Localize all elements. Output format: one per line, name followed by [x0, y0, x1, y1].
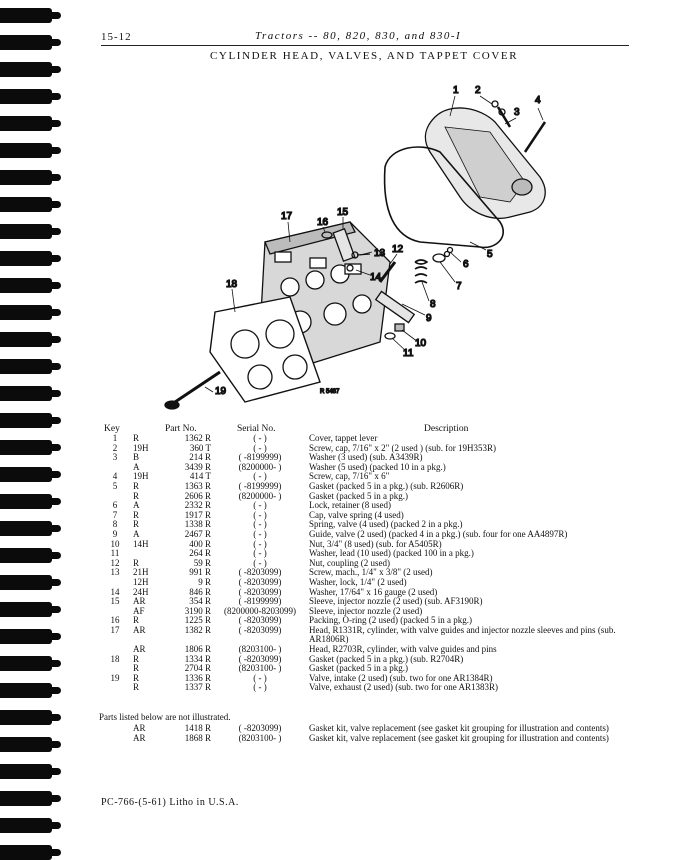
cell-pre: AR [133, 723, 146, 733]
svg-text:15: 15 [337, 207, 349, 218]
cell-desc: Washer, lock, 1/4" (2 used) [309, 576, 407, 587]
cell-pre: B [133, 452, 140, 463]
cell-key: 16 [110, 615, 120, 626]
cell-desc: Head, R2703R, cylinder, with valve guides and pins [309, 644, 497, 655]
cell-sn: ( - ) [253, 682, 267, 693]
binding-tooth [0, 764, 52, 779]
cell-sn: ( -8203099) [238, 615, 282, 626]
cell-pre: AR [133, 596, 146, 607]
svg-text:4: 4 [535, 95, 541, 106]
cell-pre: A [133, 500, 140, 511]
svg-text:19: 19 [215, 386, 227, 397]
cell-key [99, 683, 131, 693]
cell-sn: (8203100- ) [238, 732, 282, 743]
cell-sn: ( - ) [253, 442, 267, 453]
footer-code: PC-766-(5-61) Litho in U.S.A. [101, 797, 239, 808]
cell-sn: ( - ) [253, 548, 267, 559]
cell-key: 1 [112, 433, 118, 443]
cell-desc: Nut, coupling (2 used) [309, 557, 390, 568]
cell-pre: R [133, 615, 140, 626]
exploded-parts-diagram [150, 82, 630, 417]
binding-tooth [0, 737, 52, 752]
binding-tooth [0, 251, 52, 266]
cell-pre: 19H [133, 442, 149, 453]
binding-tooth [0, 116, 52, 131]
binding-tooth [0, 494, 52, 509]
cell-pre: R [133, 480, 140, 491]
svg-text:14: 14 [370, 272, 382, 283]
svg-text:9: 9 [426, 313, 432, 324]
binding-tooth [0, 818, 52, 833]
cell-pre: A [133, 528, 140, 539]
cell-desc: Gasket (packed 5 in a pkg.) [309, 490, 408, 501]
svg-text:11: 11 [403, 348, 414, 359]
binding-tooth [0, 359, 52, 374]
cell-pre: AF [133, 605, 145, 616]
parts-table [99, 434, 631, 693]
cell-key: 3 [112, 452, 118, 463]
cell-sn: (8200000- ) [238, 490, 282, 501]
page-number: 15-12 [101, 31, 132, 43]
comb-binding [0, 0, 62, 855]
cell-pn: 1917 R [184, 509, 211, 520]
binding-tooth [0, 629, 52, 644]
svg-text:13: 13 [374, 248, 386, 259]
page-title: CYLINDER HEAD, VALVES, AND TAPPET COVER [210, 50, 519, 62]
cell-desc: Sleeve, injector nozzle (2 used) [309, 605, 423, 616]
cell-pn: 9 R [198, 576, 211, 587]
cell-pn: 991 R [189, 567, 211, 578]
cell-key: 10 [110, 538, 120, 549]
binding-tooth [0, 575, 52, 590]
binding-tooth [0, 710, 52, 725]
binding-tooth [0, 35, 52, 50]
cell-desc: Washer (5 used) (packed 10 in a pkg.) [309, 461, 446, 472]
cell-pn: 1363 R [184, 480, 211, 491]
cell-pn: 3439 R [184, 461, 211, 472]
cell-pre: R [133, 433, 140, 443]
table-row [99, 683, 631, 693]
cell-pre: R [133, 653, 140, 664]
cell-sn: ( -8199999) [238, 596, 282, 607]
cell-pn: 3190 R [184, 605, 211, 616]
binding-tooth [0, 197, 52, 212]
cell-key: 11 [110, 548, 120, 559]
col-description: Description [424, 424, 469, 434]
cell-pn: 1868 R [184, 732, 211, 743]
cell-desc: Gasket (packed 5 in a pkg.) [309, 663, 408, 674]
svg-text:7: 7 [456, 281, 462, 292]
cell-key: 19 [110, 672, 120, 683]
cell-key: 12 [110, 557, 120, 568]
cell-pre: 19H [133, 471, 149, 482]
cell-pre: AR [133, 732, 146, 743]
col-key: Key [104, 424, 120, 434]
cell-sn: ( -8199999) [238, 452, 282, 463]
cell-pn: 354 R [189, 596, 211, 607]
cell-sn: ( - ) [253, 672, 267, 683]
cell-pre: 21H [133, 567, 149, 578]
cell-desc: Nut, 3/4" (8 used) (sub. for A5405R) [309, 538, 442, 549]
cell-pn: 2467 R [184, 528, 211, 539]
binding-tooth [0, 440, 52, 455]
svg-text:2: 2 [475, 85, 481, 96]
cell-pn: 360 T [189, 442, 211, 453]
binding-tooth [0, 143, 52, 158]
binding-tooth [0, 791, 52, 806]
binding-tooth [0, 845, 52, 860]
cell-pre: 14H [133, 538, 149, 549]
cell-key: 15 [110, 596, 120, 607]
cell-sn: ( -8203099) [238, 567, 282, 578]
tappet-cover-illustration [425, 108, 545, 218]
cell-pn: 1338 R [184, 519, 211, 530]
table-row [99, 626, 631, 645]
running-head: Tractors -- 80, 820, 830, and 830-I [255, 30, 462, 42]
binding-tooth [0, 89, 52, 104]
cell-sn: (8200000- ) [238, 461, 282, 472]
svg-text:12: 12 [392, 244, 404, 255]
binding-tooth [0, 8, 52, 23]
cell-key: 7 [112, 509, 118, 520]
cell-desc: Screw, cap, 7/16" x 2" (2 used ) (sub. for 19H353R) [309, 442, 496, 453]
cell-pre: R [133, 509, 140, 520]
cell-desc: Guide, valve (2 used) (packed 4 in a pkg.) (sub. four for one AA4897R) [309, 528, 568, 539]
binding-tooth [0, 413, 52, 428]
cell-pre: R [133, 490, 140, 501]
cell-pn: 214 R [189, 452, 211, 463]
cell-key: 6 [112, 500, 118, 511]
binding-tooth [0, 521, 52, 536]
cell-desc: Packing, O-ring (2 used) (packed 5 in a pkg.) [309, 615, 472, 626]
cell-desc: Washer, 17/64" x 16 gauge (2 used) [309, 586, 438, 597]
table-row [99, 734, 631, 744]
cell-sn: ( - ) [253, 433, 267, 443]
cell-pre: 12H [133, 576, 149, 587]
cell-pn: 846 R [189, 586, 211, 597]
header-rule [101, 45, 629, 46]
not-illustrated-table [99, 724, 631, 743]
cell-desc: Lock, retainer (8 used) [309, 500, 391, 511]
binding-tooth [0, 602, 52, 617]
cell-pre: R [133, 663, 140, 674]
cell-key: 9 [112, 528, 118, 539]
binding-tooth [0, 278, 52, 293]
cell-pn: 1806 R [184, 644, 211, 655]
cell-desc: Sleeve, injector nozzle (2 used) (sub. AF3190R) [309, 596, 483, 607]
cell-sn: ( - ) [253, 519, 267, 530]
cell-sn: ( -8203099) [238, 653, 282, 664]
svg-text:8: 8 [430, 299, 436, 310]
not-illustrated-heading: Parts listed below are not illustrated. [99, 712, 231, 722]
cell-pn: 1362 R [184, 433, 211, 443]
cell-pn: 1337 R [184, 682, 211, 693]
cell-sn: ( - ) [253, 500, 267, 511]
cell-key: 5 [112, 480, 118, 491]
binding-tooth [0, 62, 52, 77]
cell-desc: Gasket kit, valve replacement (see gasket kit grouping for illustration and contents) [309, 723, 609, 733]
cell-desc: Screw, mach., 1/4" x 3/8" (2 used) [309, 567, 433, 578]
cell-pre: R [133, 682, 140, 693]
cell-key [99, 734, 131, 744]
cell-sn: ( - ) [253, 528, 267, 539]
cell-desc: Gasket (packed 5 in a pkg.) (sub. R2704R) [309, 653, 464, 664]
cell-desc: Screw, cap, 7/16" x 6" [309, 471, 390, 482]
cell-sn: ( -8203099) [238, 576, 282, 587]
svg-text:16: 16 [317, 217, 329, 228]
cell-sn: (8203100- ) [238, 644, 282, 655]
svg-text:10: 10 [415, 338, 427, 349]
binding-tooth [0, 656, 52, 671]
cell-desc: Cover, tappet lever [309, 433, 378, 443]
cell-desc: Gasket (packed 5 in a pkg.) (sub. R2606R) [309, 480, 464, 491]
cell-key: 2 [112, 442, 118, 453]
cell-desc: Head, R1331R, cylinder, with valve guides and injector nozzle sleeves and pins (sub. AR1806R) [309, 624, 616, 645]
cell-desc: Valve, exhaust (2 used) (sub. two for one AR1383R) [309, 682, 498, 693]
cell-desc: Washer, lead (10 used) (packed 100 in a pkg.) [309, 548, 474, 559]
cell-sn: ( - ) [253, 557, 267, 568]
cell-pn: 414 T [189, 471, 211, 482]
cell-key: 4 [112, 471, 118, 482]
cell-pn: 1382 R [184, 624, 211, 635]
cell-key: 8 [112, 519, 118, 530]
cell-pre: AR [133, 624, 146, 635]
svg-text:6: 6 [463, 259, 469, 270]
cell-sn: ( - ) [253, 471, 267, 482]
svg-text:17: 17 [281, 211, 293, 222]
cell-desc: Spring, valve (4 used) (packed 2 in a pkg.) [309, 519, 463, 530]
col-part-no: Part No. [165, 424, 197, 434]
cell-sn: ( - ) [253, 538, 267, 549]
cell-desc: Cap, valve spring (4 used) [309, 509, 404, 520]
svg-text:1: 1 [453, 85, 459, 96]
cell-sn: ( - ) [253, 509, 267, 520]
cell-key: 13 [110, 567, 120, 578]
cell-pn: 59 R [193, 557, 211, 568]
cell-pn: 264 R [189, 548, 211, 559]
binding-tooth [0, 467, 52, 482]
cell-desc: Washer (3 used) (sub. A3439R) [309, 452, 423, 463]
cell-sn: ( -8203099) [238, 624, 282, 635]
cell-sn: ( -8203099) [238, 723, 282, 733]
cell-pn: 1336 R [184, 672, 211, 683]
binding-tooth [0, 170, 52, 185]
cell-pn: 1334 R [184, 653, 211, 664]
cell-pn: 400 R [189, 538, 211, 549]
cell-key: 17 [110, 624, 120, 635]
cell-pn: 1418 R [184, 723, 211, 733]
cell-pre: 24H [133, 586, 149, 597]
cell-pre: A [133, 461, 140, 472]
cell-sn: (8200000-8203099) [224, 605, 296, 616]
cell-pre: R [133, 519, 140, 530]
cell-desc: Valve, intake (2 used) (sub. two for one AR1384R) [309, 672, 493, 683]
cell-key: 18 [110, 653, 120, 664]
cell-sn: (8203100- ) [238, 663, 282, 674]
svg-text:R 5487: R 5487 [320, 389, 340, 395]
binding-tooth [0, 224, 52, 239]
cell-pre: R [133, 672, 140, 683]
not-illustrated-section [99, 712, 631, 743]
cell-desc: Gasket kit, valve replacement (see gasket kit grouping for illustration and contents) [309, 732, 609, 743]
cell-sn: ( -8199999) [238, 480, 282, 491]
binding-tooth [0, 683, 52, 698]
svg-text:3: 3 [514, 107, 520, 118]
binding-tooth [0, 305, 52, 320]
cell-pre: AR [133, 644, 146, 655]
svg-text:18: 18 [226, 279, 238, 290]
cell-pn: 2704 R [184, 663, 211, 674]
cell-pre: R [133, 557, 140, 568]
cell-pn: 1225 R [184, 615, 211, 626]
binding-tooth [0, 386, 52, 401]
col-serial-no: Serial No. [237, 424, 276, 434]
cell-key [99, 724, 131, 734]
cell-key: 14 [110, 586, 120, 597]
svg-text:5: 5 [487, 249, 493, 260]
binding-tooth [0, 548, 52, 563]
cell-sn: ( -8203099) [238, 586, 282, 597]
cell-pn: 2332 R [184, 500, 211, 511]
cell-pn: 2606 R [184, 490, 211, 501]
binding-tooth [0, 332, 52, 347]
